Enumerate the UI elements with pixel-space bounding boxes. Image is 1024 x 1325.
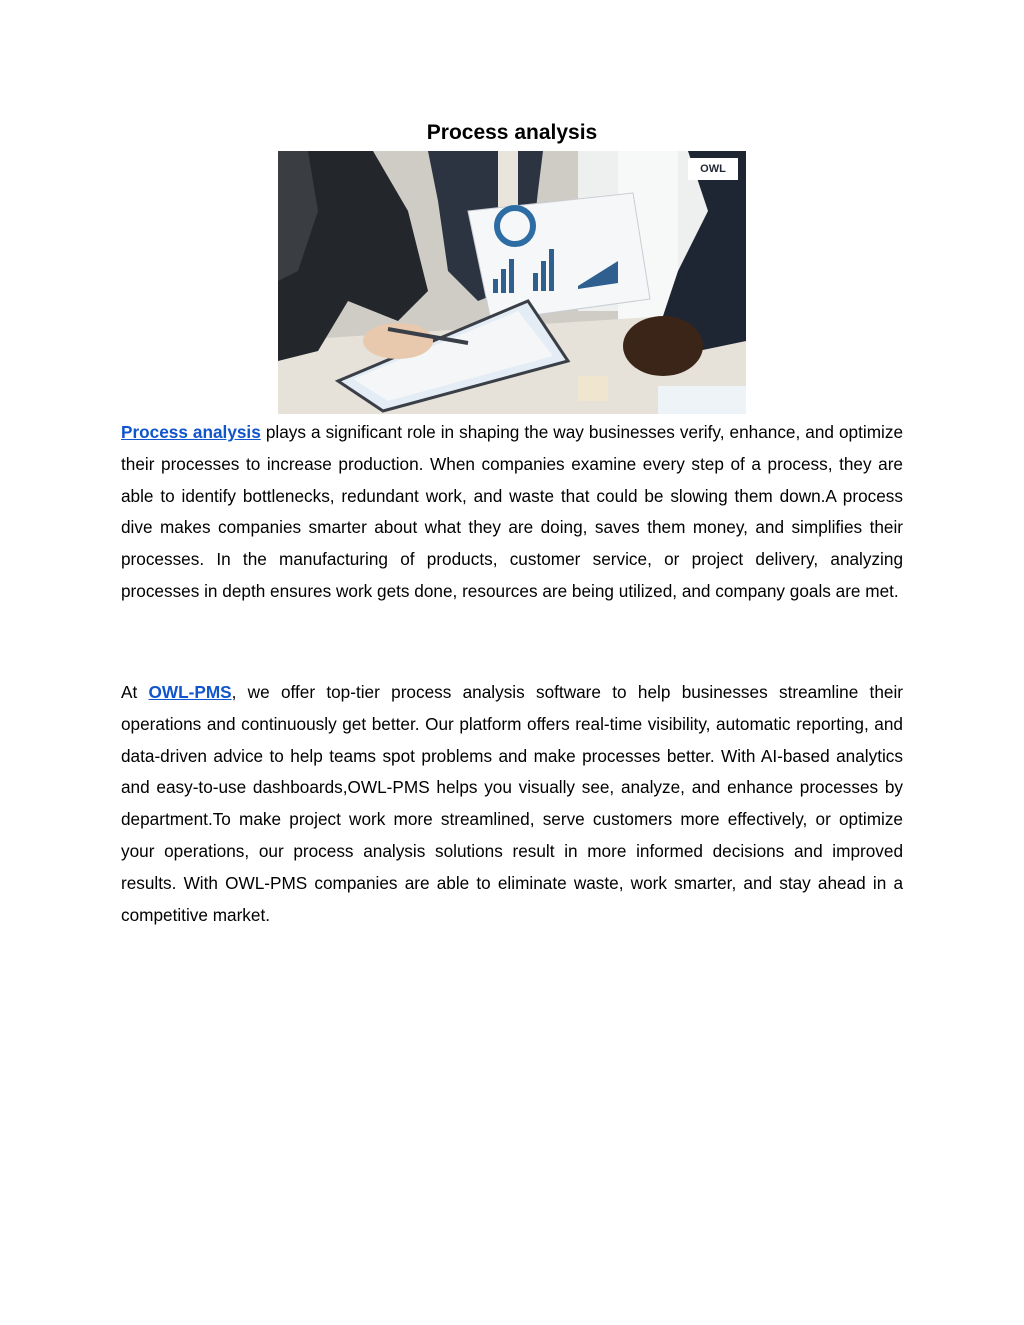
intro-paragraph	[121, 417, 903, 608]
business-analysis-photo	[278, 151, 746, 414]
hero-image	[278, 151, 746, 414]
intro-paragraph-text: plays a significant role in shaping the way businesses verify, enhance, and optimize their processes to increase production. When companies examine every step of a process, they are able to identify bottlenecks, redundant work, and waste that could be slowing them down.A process dive makes companies smarter about what they are doing, saves them money, and simplifies their processes. In the manufacturing of products, customer service, or project delivery, analyzing processes in depth ensures work gets done, resources are being utilized, and company goals are met.	[121, 422, 904, 601]
owl-logo-icon	[688, 158, 738, 180]
owl-pms-link[interactable]: OWL-PMS	[148, 682, 232, 702]
owl-pms-paragraph	[121, 677, 903, 931]
owl-pms-paragraph-prefix: At	[121, 682, 149, 702]
process-analysis-link[interactable]: Process analysis	[121, 422, 261, 442]
page-title: Process analysis	[426, 121, 598, 144]
logo-text: OWL	[700, 163, 726, 175]
owl-pms-paragraph-text: , we offer top-tier process analysis software to help businesses streamline their operations and continuously get better. Our platform offers real-time visibility, automatic reporting, and data-driven advice to help teams spot problems and make processes better. With AI-based analytics and easy-to-use dashboards,OWL-PMS helps you visually see, analyze, and enhance processes by department.To make project work more streamlined, serve customers more effectively, or optimize your operations, our process analysis solutions result in more informed decisions and improved results. With OWL-PMS companies are able to eliminate waste, work smarter, and stay ahead in a competitive market.	[121, 682, 903, 925]
